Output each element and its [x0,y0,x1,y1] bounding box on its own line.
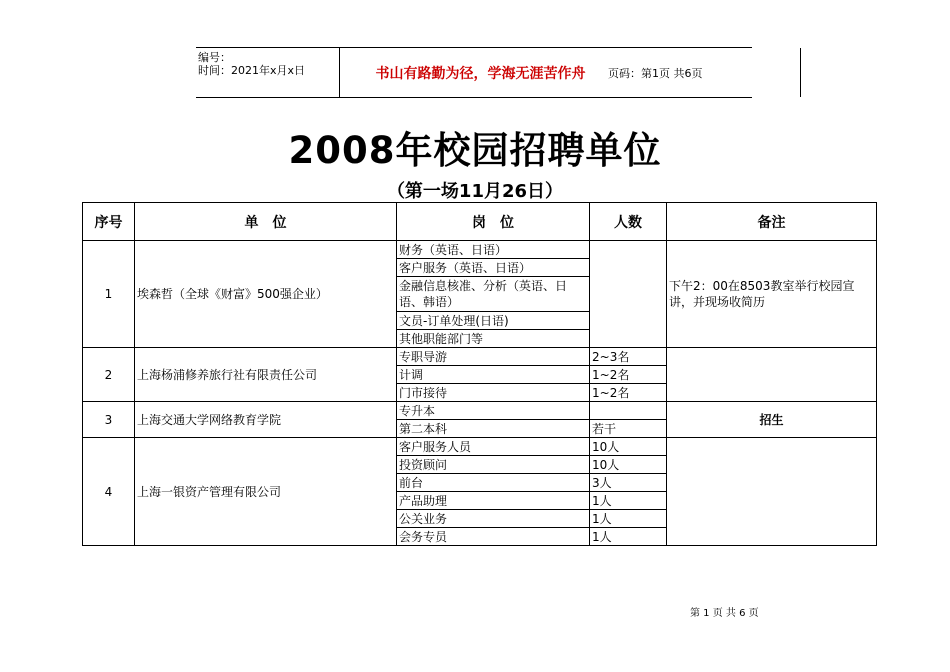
seq-cell: 1 [83,241,135,348]
count-cell: 2~3名 [590,348,667,366]
count-cell [590,241,667,348]
remark-cell: 下午2：00在8503教室举行校园宣讲，并现场收简历 [667,241,877,348]
table-header-row [83,203,877,241]
document-subtitle: （第一场11月26日） [386,181,564,202]
count-cell: 10人 [590,456,667,474]
count-cell: 1~2名 [590,366,667,384]
company-cell: 上海一银资产管理有限公司 [135,438,397,546]
table-row [83,402,877,420]
table-row [83,348,877,366]
motto: 书山有路勤为径，学海无涯苦作舟 [375,66,586,82]
position-cell: 第二本科 [397,420,590,438]
count-cell: 3人 [590,474,667,492]
position-cell: 产品助理 [397,492,590,510]
header-seq: 序号 [83,203,135,241]
recruitment-table [82,202,877,546]
table-row [83,438,877,456]
remark-cell [667,438,877,546]
position-cell: 其他职能部门等 [397,330,590,348]
count-cell: 10人 [590,438,667,456]
seq-cell: 3 [83,402,135,438]
header-meta [198,51,338,77]
count-cell: 1~2名 [590,384,667,402]
document-title: 2008年校园招聘单位 [288,129,662,172]
position-cell: 专升本 [397,402,590,420]
seq-cell: 2 [83,348,135,402]
position-cell: 投资顾问 [397,456,590,474]
company-cell: 埃森哲（全球《财富》500强企业） [135,241,397,348]
header-position: 岗 位 [397,203,590,241]
page-footer: 第 1 页 共 6 页 [690,608,759,619]
table-row [83,241,877,259]
position-cell: 会务专员 [397,528,590,546]
header-count: 人数 [590,203,667,241]
position-cell: 财务（英语、日语） [397,241,590,259]
header-remark: 备注 [667,203,877,241]
position-cell: 公关业务 [397,510,590,528]
position-cell: 金融信息核准、分析（英语、日语、韩语） [397,277,590,312]
remark-cell: 招生 [667,402,877,438]
page-label: 页码：第1页 共6页 [608,67,703,80]
header-company: 单 位 [135,203,397,241]
count-cell: 1人 [590,528,667,546]
position-cell: 文员-订单处理(日语) [397,312,590,330]
company-cell: 上海杨浦修养旅行社有限责任公司 [135,348,397,402]
count-cell: 1人 [590,492,667,510]
position-cell: 客户服务（英语、日语） [397,259,590,277]
position-cell: 专职导游 [397,348,590,366]
position-cell: 客户服务人员 [397,438,590,456]
time-label: 时间：2021年x月x日 [198,64,306,77]
page-header [196,47,752,98]
remark-cell [667,348,877,402]
count-cell [590,402,667,420]
position-cell: 前台 [397,474,590,492]
number-label: 编号： [198,51,231,64]
position-cell: 计调 [397,366,590,384]
count-cell: 1人 [590,510,667,528]
company-cell: 上海交通大学网络教育学院 [135,402,397,438]
position-cell: 门市接待 [397,384,590,402]
count-cell: 若干 [590,420,667,438]
seq-cell: 4 [83,438,135,546]
